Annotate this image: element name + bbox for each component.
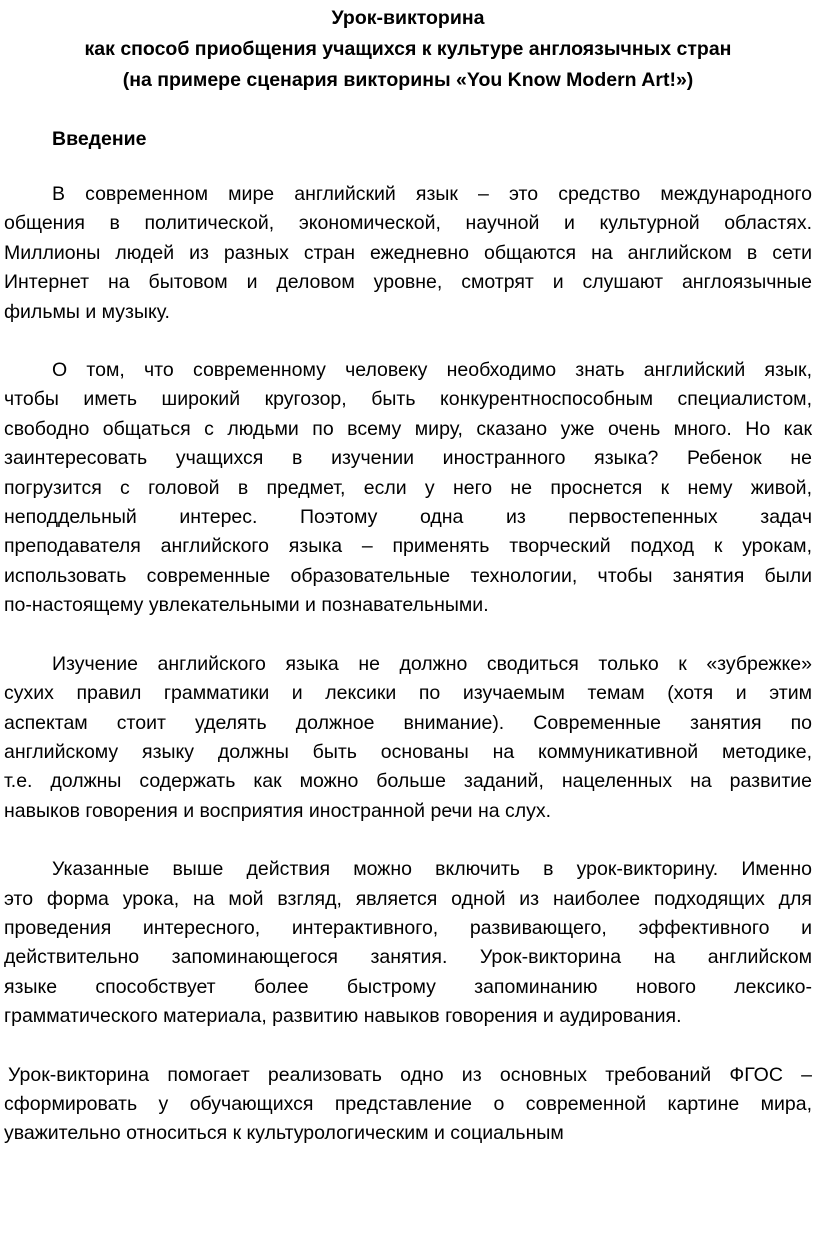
paragraph-line: это форма урока, на мой взгляд, является одной из наиболее подходящих для bbox=[4, 887, 812, 910]
paragraph-line: чтобы иметь широкий кругозор, быть конкурентноспособным специалистом, bbox=[4, 388, 812, 411]
paragraph-line: преподавателя английского языка – применять творческий подход к урокам, bbox=[4, 535, 812, 558]
paragraph-line: Интернет на бытовом и деловом уровне, смотрят и слушают англоязычные bbox=[4, 271, 812, 294]
title-line-1: Урок-викторина bbox=[331, 7, 485, 29]
paragraph-line: В современном мире английский язык – это средство международного bbox=[52, 183, 812, 205]
paragraph-line: О том, что современному человеку необходимо знать английский язык, bbox=[52, 359, 812, 382]
paragraph-line: Указанные выше действия можно включить в урок-викторину. Именно bbox=[52, 858, 812, 881]
paragraph-line: грамматического материала, развитию навыков говорения и аудирования. bbox=[4, 1005, 682, 1028]
title-line-3: (на примере сценария викторины «You Know Modern Art!») bbox=[122, 69, 694, 91]
paragraph-line: проведения интересного, интерактивного, развивающего, эффективного и bbox=[4, 916, 812, 939]
paragraph-line: использовать современные образовательные технологии, чтобы занятия были bbox=[4, 564, 812, 587]
paragraph-line: уважительно относиться к культурологическим и социальным bbox=[4, 1122, 564, 1145]
document-title bbox=[4, 3, 812, 96]
paragraph-line: навыков говорения и восприятия иностранной речи на слух. bbox=[4, 799, 552, 822]
paragraph-line: заинтересовать учащихся в изучении иностранного языка? Ребенок не bbox=[4, 447, 812, 470]
paragraph-5 bbox=[4, 1061, 812, 1149]
paragraph-line: неподдельный интерес. Поэтому одна из первостепенных задач bbox=[4, 506, 812, 529]
paragraph-line: погрузится с головой в предмет, если у него не проснется к нему живой, bbox=[4, 476, 812, 499]
paragraph-line: сухих правил грамматики и лексики по изучаемым темам (хотя и этим bbox=[4, 682, 812, 705]
paragraph-1 bbox=[4, 180, 812, 327]
paragraph-4 bbox=[4, 855, 812, 1031]
paragraph-line: т.е. должны содержать как можно больше заданий, нацеленных на развитие bbox=[4, 770, 812, 793]
paragraph-3 bbox=[4, 650, 812, 826]
paragraph-line: действительно запоминающегося занятия. Урок-викторина на английском bbox=[4, 946, 812, 969]
paragraph-line: аспектам стоит уделять должное внимание). Современные занятия по bbox=[4, 711, 812, 734]
paragraph-2 bbox=[4, 356, 812, 621]
paragraph-line: свободно общаться с людьми по всему миру, сказано уже очень много. Но как bbox=[4, 417, 812, 440]
paragraph-line: английскому языку должны быть основаны на коммуникативной методике, bbox=[4, 740, 812, 763]
section-heading: Введение bbox=[52, 128, 147, 150]
paragraph-line: языке способствует более быстрому запоминанию нового лексико- bbox=[4, 975, 812, 998]
paragraph-line: общения в политической, экономической, научной и культурной областях. bbox=[4, 212, 812, 235]
paragraph-line: Урок-викторина помогает реализовать одно из основных требований ФГОС – bbox=[8, 1063, 812, 1086]
paragraph-line: Миллионы людей из разных стран ежедневно общаются на английском в сети bbox=[4, 241, 812, 264]
paragraph-line: Изучение английского языка не должно сводиться только к «зубрежке» bbox=[52, 652, 812, 675]
paragraph-line: по-настоящему увлекательными и познавательными. bbox=[4, 594, 489, 617]
paragraph-line: сформировать у обучающихся представление о современной картине мира, bbox=[4, 1092, 812, 1115]
title-line-2: как способ приобщения учащихся к культуре англоязычных стран bbox=[84, 38, 732, 60]
paragraph-line: фильмы и музыку. bbox=[4, 300, 170, 323]
